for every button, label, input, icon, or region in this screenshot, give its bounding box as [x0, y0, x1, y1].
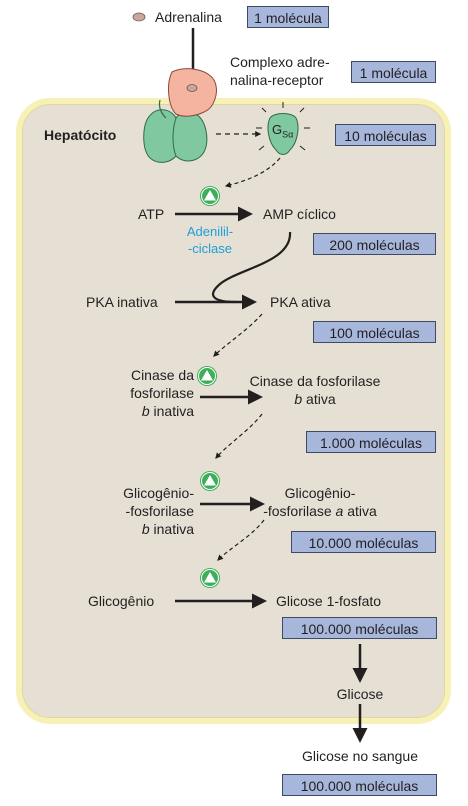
adrenaline-receptor-complex-icon: [169, 69, 217, 116]
glic-inativa-text: inativa: [153, 521, 194, 537]
cinase-ativa-line2: [240, 391, 390, 408]
cinase-inativa-line3: [80, 403, 194, 420]
count-box-adrenalina: 1 molécula: [247, 6, 329, 28]
cinase-inativa-text: inativa: [153, 403, 194, 419]
complexo-label-line2: nalina-receptor: [230, 72, 324, 88]
adenilil-label-line2: -ciclase: [187, 241, 233, 256]
glicose-label: Glicose: [336, 686, 384, 702]
amp-label: AMP cíclico: [263, 206, 336, 222]
glic-ativa-text: -fosforilase: [263, 503, 332, 519]
glic-inativa-line2: -fosforilase: [125, 503, 194, 519]
count-box-amp: 200 moléculas: [313, 233, 436, 255]
glic-inativa-b: b: [141, 521, 150, 537]
glic-inativa-line1: Glicogênio-: [123, 485, 194, 501]
arrow-cinase-activator3: [216, 414, 262, 458]
glicose-sangue-label: Glicose no sangue: [302, 748, 418, 764]
adrenaline-molecule-icon: [133, 13, 145, 21]
cinase-inativa-line1: Cinase da: [130, 367, 194, 383]
activator-icon-1: [200, 186, 220, 206]
adrenalina-label: Adrenalina: [155, 9, 222, 25]
activator-icon-3: [200, 471, 220, 491]
count-box-complexo: 1 molécula: [351, 61, 436, 83]
activator-icon-4: [200, 568, 220, 588]
arrow-pka-activator2: [214, 314, 262, 356]
arrow-gs-activator1: [226, 158, 280, 186]
cinase-ativa-line1: Cinase da fosforilase: [249, 373, 381, 389]
glicose1f-label: Glicose 1-fosfato: [276, 593, 382, 609]
count-box-glicose1f: 100.000 moléculas: [282, 617, 437, 639]
cinase-ativa-text: ativa: [306, 391, 336, 407]
count-box-cinase: 1.000 moléculas: [306, 431, 436, 453]
hepatocito-label: Hepatócito: [44, 127, 117, 143]
arrow-fosforilase-activator4: [218, 520, 264, 560]
cinase-inativa-line2: fosforilase: [130, 385, 194, 401]
gs-label: [272, 121, 293, 144]
glic-ativa-text2: ativa: [347, 503, 377, 519]
cinase-inativa-b: b: [141, 403, 150, 419]
complexo-label-line1: Complexo adre-: [230, 54, 330, 70]
activator-icon-2: [197, 366, 217, 386]
glic-ativa-a: a: [335, 503, 344, 519]
cinase-ativa-b: b: [294, 391, 303, 407]
pka-inativa-label: PKA inativa: [86, 294, 158, 310]
count-box-glicogenio-fosforilase: 10.000 moléculas: [291, 531, 436, 553]
count-box-pka: 100 moléculas: [313, 321, 436, 343]
atp-label: ATP: [138, 206, 165, 222]
count-box-gs: 10 moléculas: [335, 124, 436, 146]
adenilil-label-line1: Adenilil-: [186, 224, 234, 239]
glic-ativa-line1: Glicogênio-: [284, 485, 356, 501]
pka-ativa-label: PKA ativa: [270, 294, 331, 310]
gs-sub-text: Sα: [282, 129, 294, 140]
gs-main-text: G: [272, 122, 283, 137]
count-box-glicose-sangue: 100.000 moléculas: [282, 774, 437, 796]
glicogenio-label: Glicogênio: [88, 593, 155, 609]
glic-ativa-line2: [250, 503, 390, 520]
glic-inativa-line3: [80, 521, 194, 538]
